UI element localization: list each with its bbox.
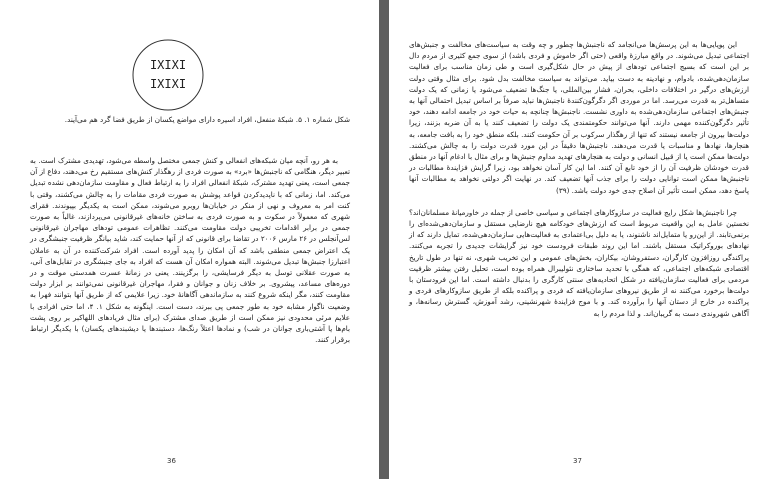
right-page bbox=[389, 0, 768, 479]
figure-caption: شکل شماره ۱. ۵. شبکهٔ منفعل، افراد اسیره دارای مواضع یکسان از طریق فضا گرد هم می‌آیند. bbox=[64, 115, 350, 124]
paragraph: چرا ناجنبش‌ها شکل رایج فعالیت در سازوکارهای اجتماعی و سیاسی خاصی از جمله در خاورمیانهٔ مسلمانان‌اند؟ نخستین عامل به این واقعیت مربوط است که ارزش‌های خودکامه هیچ نارضایی مستقل و سازمان‌دهی‌شده‌ای را برنمی‌تابند. از این‌رو یا متمایل‌اند ناشنوند، یا به دلیل بی‌اعتمادی به فعالیت‌هایی سازمان‌دهی‌شده، تمایل دارند که از نهادهای بوروکراتیک مستقل باشند. اما این روند طبقات فرودست خود نیز گرایشات جدیدی را تجربه می‌کنند. پراکندگی روزافزون کارگران، دستفروشان، بیکاران، بخش‌های عمومی و این تخریب شهری، نه تنها در طول تاریخ اقتصادی شبکه‌های اجتماعی، که همگی با تحدید ساختاری نئولیبرال همراه بوده است، تحلیل رفتن بیشتر ظرفیت مردمی برای فعالیت سازمان‌یافته در شکل اتحادیه‌های سنتی کارگری را بدنبال داشته است. اما این فرودستان با دولت‌ها برخورد می‌کنند نه از طریق نیروهای سازمان‌یافته که فردی و پراکنده بلکه از طریق سازوکارهای فردی و پراکنده در خارج از دستان آنها را برآورده کند. و با موج فزایندهٔ شهرنشینی، رشد آموزش، گسترش رسانه‌ها، و آگاهی شهروندی دست به گریبان‌اند. و لذا مردم را به bbox=[409, 207, 749, 318]
page-number: 37 bbox=[573, 457, 582, 465]
page-number: 36 bbox=[167, 457, 176, 465]
figure-row-top: IXIXI bbox=[149, 58, 187, 72]
network-figure bbox=[131, 38, 205, 112]
page-gutter bbox=[379, 0, 389, 479]
left-body-text bbox=[30, 155, 350, 345]
figure-row-bottom: IXIXI bbox=[149, 77, 187, 91]
right-body-text bbox=[409, 39, 749, 319]
paragraph: این پویایی‌ها به این پرسش‌ها می‌انجامد که ناجنبش‌ها چطور و چه وقت به سیاست‌های مخالفت و جنبش‌های اجتماعی تبدیل می‌شوند. در واقع مبارزهٔ واقعی (حتی اگر خاموش و فردی باشد) از سوی جمع کثیری از مردم دال بر این است که بسیج اجتماعی تودهای از پیش در حال شکل‌گیری است و طی زمان مناسب برای فعالیت سازمان‌دهی‌شده، بادوام، و نهادینه به دست بیاید. می‌تواند به سیاست مخالفت بدل شود. برای مثال وقتی دولت ارزش‌های درگیر در اختلافات داخلی، بحران، فشار بین‌المللی، یا جنگ‌ها تضعیف می‌شود یا زمانی که یک دولت متساهل‌تر به قدرت می‌رسد. اما در موردی اگر دگرگون‌کنندهٔ ناجنبش‌ها نباید صرفاً بر اساس تبدیل احتمالی آنها به جنبش‌های اجتماعی سازمان‌دهی‌شده به داوری نشست. ناجنبش‌ها چنانچه به حیات خود در جامعه ادامه دهند، خود تأثیر دگرگون‌کننده مهمی دارند. آنها می‌توانند حکومتمندی یک دولت را تضعیف کنند یا به آن ضربه بزنند، زیرا دولت‌ها بیرون از جامعه نیستند که تنها از رهگذار سرکوب بر آن حکومت کنند. بلکه منطق خود را به بافت جامعه، به هنجارها، نهادها و مناسبات یا قدرت می‌دهند. ناجنبش‌ها دقیقاً در این مورد قدرت دولت را به چالش می‌کشند. دولت‌ها ممکن است یا از قبیل انسانی و دولت به هنجارهای تهدید مداوم جنبش‌ها و برای مثال با ادغام آنها در منطق قدرت خودشان ظرفیت آن را از خود تابع آن کنند. اما این کار آسان نخواهد بود، زیرا گرایش فزایندهٔ مطالبات در ناجنبش‌ها ممکن است توانایی دولت را برای جذب آنها تضعیف کند. در نهایت اگر دولتی نخواهد به مطالبات آنها پاسخ دهد، ممکن است تأثیر آن اصلاح جدی خود دولت باشد. (۳۹) bbox=[409, 40, 749, 195]
figure-circle bbox=[133, 40, 203, 110]
paragraph: به هر رو، آنچه میان شبکه‌های انفعالی و کنش جمعی مختصل واسطه می‌شود، تهدیدی مشترک است. به تعبیر دیگر، هنگامی که ناجنبش‌ها «برد» به صورت فردی از رهگذار کنش‌های مستقیم رخ می‌دهند، دفاع از آن جمعی است، یعنی تهدید مشترک، شبکهٔ انفعالی افراد را به ارتباط فعال و مقاومت سازمان‌دهی نشده تبدیل می‌کند. اما، زمانی که با ناپدیدکردن قواعد پوشش به صورت فردی مقامات را به چالش می‌کشند، وقتی با کنت امر به معروف و نهی از منکر در خیابان‌ها روبرو می‌شوند، ممکن است به یکدیگر بپیوندند. فقرای شهری که معمولاً در سکوت و به صورت فردی به ساختن خانه‌های غیرقانونی می‌پردازند، غالباً به صورت جمعی در برابر اقدامات تخریبی دولت مقاومت می‌کنند. تظاهرات عمومی تودهای مهاجران غیرقانونی لس‌آنجلس در ۲۶ مارس ۲۰۰۶ در تقاضا برای قانونی که از آنها حمایت کند، شاید بیانگر ظرفیت جنبشگری در یک اعتراض جمعی منطقی باشد که آن امکان را پدید آورده است. افراد شرکت‌کننده در آن به عاملان اعتبارزا جنبش‌ها تبدیل می‌شوند. البته همواره امکان آن هست که افراد به جای جنبشگری در تقابل‌های آنی، به صورت عقلانی توسل به دیگر فرسایشی، را برگزینند. یعنی در زمانهٔ عسرت همدستی موقت و در دوره‌های مساعد، پیشروی. بر خلاف زنان و جوانان و فقرا، مهاجران غیرقانونی نمی‌توانند بر ابزار دولت مقاومت کنند، مگر اینکه شروع کنند به سازماندهی آگاهانهٔ خود. زیرا علایمی که از طریق آنها بتوانند فهرا به وضعیت ناگوار مشابه خود به طور جمعی پی ببرند، دست است. اینگونه به شکل ۱. ۴، اما حتی افرادی با علایم مرئی محدودی نیز ممکن است از طریق صدای مشترک (برای مثال فریادهای اللهاکبر بر روی پشت بام‌ها یا آشتی‌باری جوانان در شب) و نمادها اعتلاً رنگ‌ها، دستبندها یا دیشبندهای یکسان) با یکدیگر ارتباط برقرار کنند. bbox=[30, 156, 351, 345]
left-page bbox=[0, 0, 379, 479]
